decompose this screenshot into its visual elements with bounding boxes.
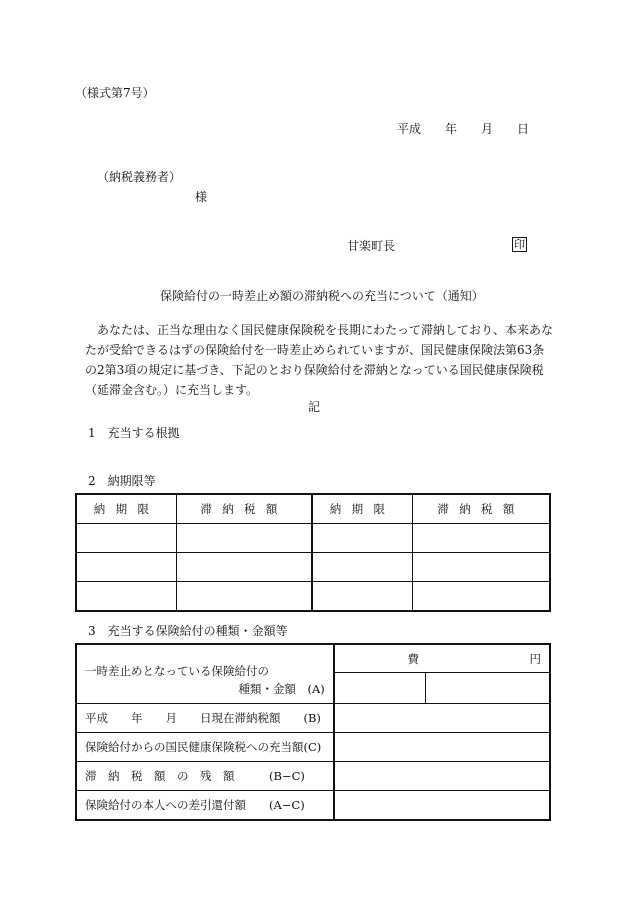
refund-amount-label: 保険給付の本人への差引還付額 (A−C) <box>76 791 334 821</box>
table-cell <box>425 673 550 704</box>
header-tax-1: 滞納税額 <box>177 494 312 524</box>
header-due-date-1: 納期限 <box>76 494 177 524</box>
seal-text: 印 <box>514 238 525 251</box>
section-3-heading: 3 充当する保険給付の種類・金額等 <box>88 624 288 638</box>
yen-label-cell <box>425 644 550 673</box>
benefit-type-line-2: 種類・金額 (A) <box>238 682 325 696</box>
issuer-name: 甘楽町長 <box>347 239 396 253</box>
table-cell <box>76 582 177 612</box>
recipient-label: （納税義務者） <box>97 170 182 184</box>
table-cell <box>76 553 177 582</box>
document-title: 保険給付の一時差止め額の滞納税への充当について（通知） <box>160 289 484 303</box>
cost-label: 費 <box>407 651 420 666</box>
due-date-table <box>75 493 551 612</box>
section-2-heading: 2 納期限等 <box>88 474 156 488</box>
table-row <box>76 524 550 553</box>
table-cell <box>177 582 312 612</box>
date-line: 平成 年 月 日 <box>397 122 530 136</box>
benefit-allocation-table <box>75 643 551 821</box>
table-cell <box>177 553 312 582</box>
table-header-row <box>76 494 550 524</box>
table-cell <box>76 524 177 553</box>
table-cell <box>177 524 312 553</box>
table-cell <box>413 524 550 553</box>
table-cell <box>334 791 550 821</box>
allocation-amount-label: 保険給付からの国民健康保険税への充当額(C) <box>76 733 334 762</box>
table-cell <box>312 582 413 612</box>
form-number: （様式第7号） <box>75 86 155 100</box>
table-row <box>76 762 550 791</box>
section-1-heading: 1 充当する根拠 <box>88 426 180 440</box>
table-cell <box>334 704 550 733</box>
table-cell <box>312 524 413 553</box>
header-due-date-2: 納期限 <box>312 494 413 524</box>
table-row <box>76 644 550 673</box>
table-cell <box>334 733 550 762</box>
table-cell <box>334 673 425 704</box>
table-row <box>76 553 550 582</box>
honorific: 様 <box>195 190 208 204</box>
table-cell <box>334 762 550 791</box>
benefit-type-amount-label <box>76 644 334 704</box>
benefit-type-line-1: 一時差止めとなっている保険給付の <box>85 664 269 678</box>
table-row <box>76 704 550 733</box>
table-cell <box>413 553 550 582</box>
body-paragraph: あなたは、正当な理由なく国民健康保険税を長期にわたって滞納しており、本来あなたが受給できるはずの保険給付を一時差止められていますが、国民健康保険法第63条の2第3項の規定に基づき、下記のとおり保険給付を滞納となっている国民健康保険税（延滞金含む。）に充当します。 <box>85 323 554 397</box>
remaining-tax-label: 滞 納 税 額 の 残 額 (B−C) <box>76 762 334 791</box>
table-cell <box>312 553 413 582</box>
header-tax-2: 滞納税額 <box>413 494 550 524</box>
cost-label-cell <box>334 644 425 673</box>
table-row <box>76 733 550 762</box>
yen-label: 円 <box>529 651 541 666</box>
current-tax-label: 平成 年 月 日現在滞納税額 (B) <box>76 704 334 733</box>
seal-mark <box>512 236 527 252</box>
table-row <box>76 791 550 821</box>
ki-marker: 記 <box>308 400 321 414</box>
table-row <box>76 582 550 612</box>
table-cell <box>413 582 550 612</box>
